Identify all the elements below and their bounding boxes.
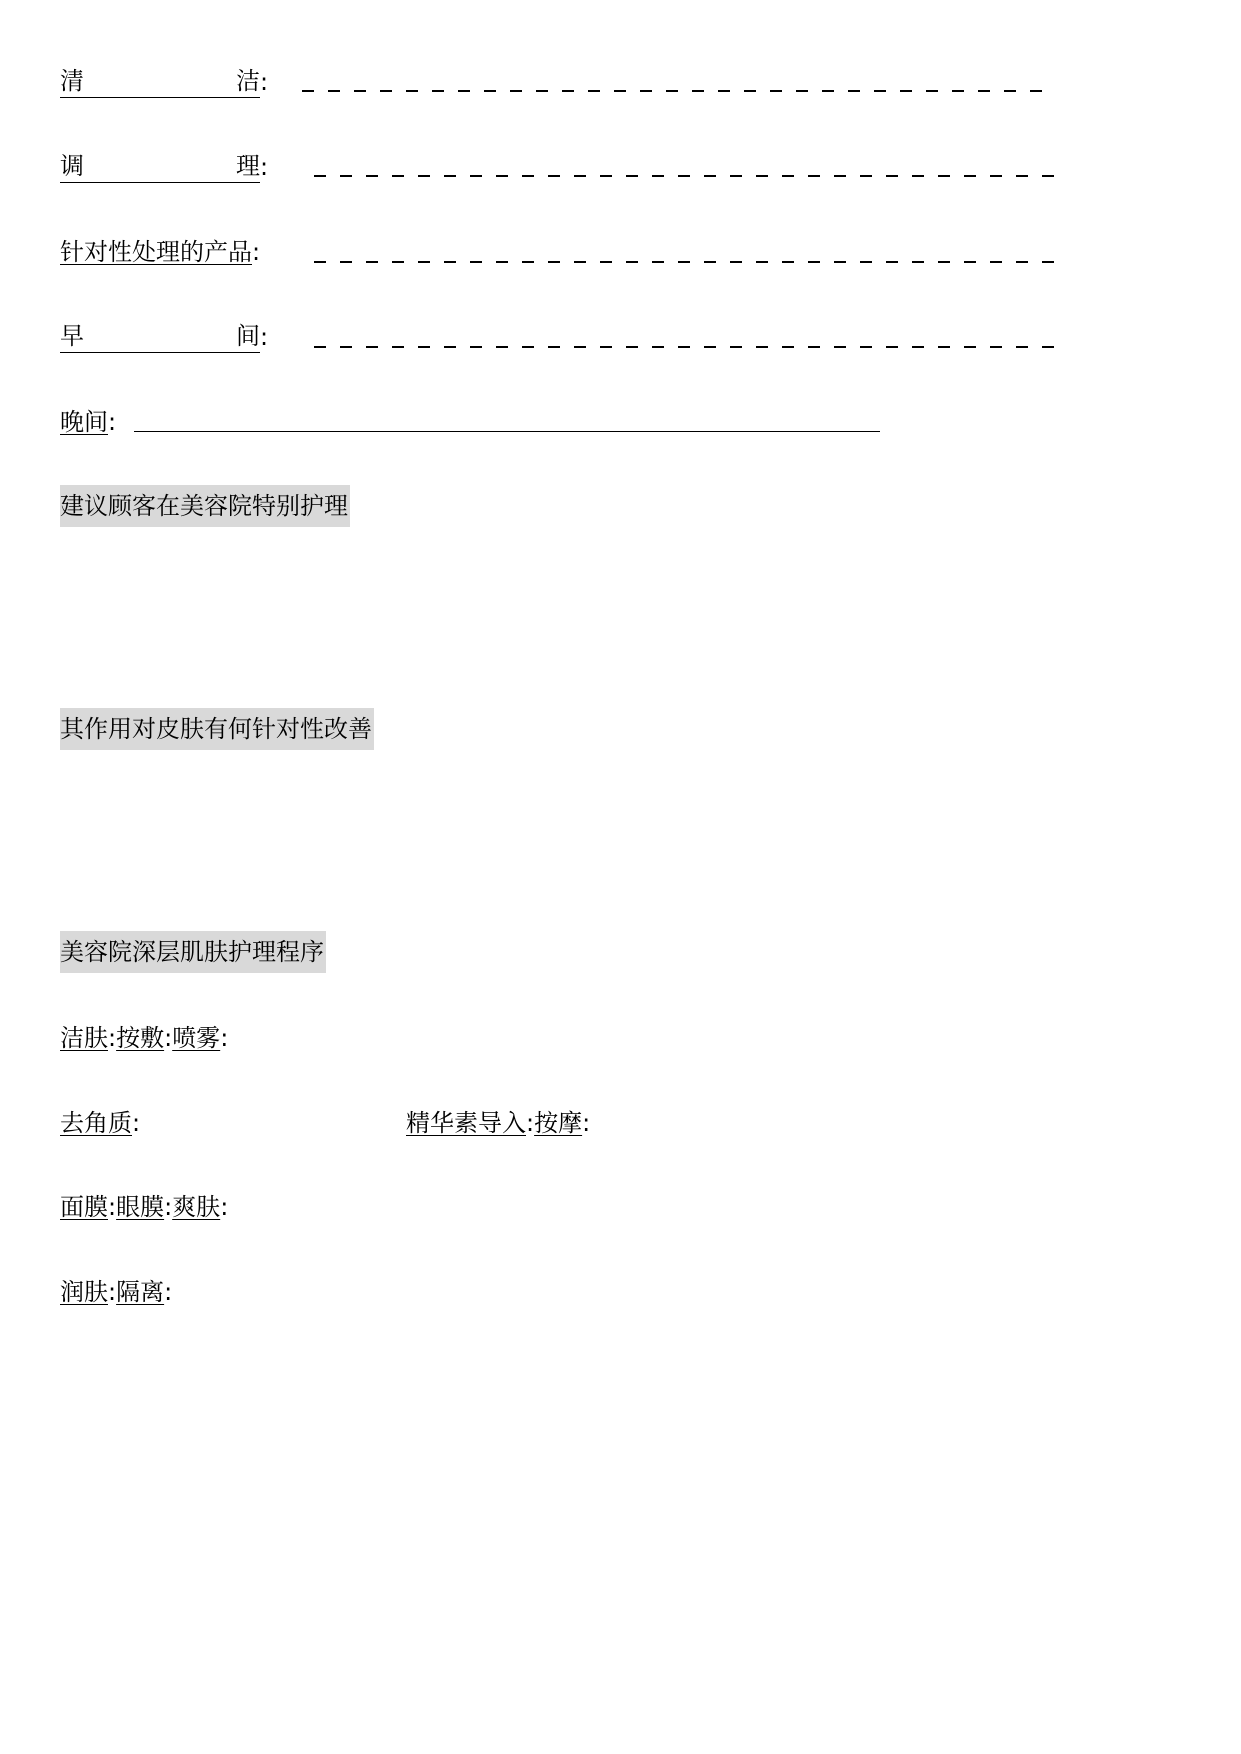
procedure-row-3: 面膜:眼膜:爽肤: [60, 1193, 229, 1221]
procedure-row-4: 润肤:隔离: [60, 1278, 173, 1306]
cleanse-label: 清 洁 [60, 67, 260, 98]
cleansing-step: 洁肤 [60, 1024, 108, 1052]
morning-answer-line[interactable] [314, 346, 1054, 348]
evening-row: 晚间: [60, 408, 117, 436]
tone-row: 调 理 : [60, 152, 269, 181]
procedure-row-2: 去角质: [60, 1109, 141, 1137]
evening-answer-line[interactable] [134, 431, 880, 432]
moisturize-step: 润肤 [60, 1278, 108, 1306]
evening-label: 晚间 [60, 408, 108, 436]
morning-label: 早 间 [60, 322, 260, 353]
primer-step: 隔离 [116, 1278, 165, 1306]
serum-infusion-step: 精华素导入 [406, 1109, 526, 1137]
targeted-row: 针对性处理的产品: [60, 238, 261, 266]
tone-answer-line[interactable] [314, 175, 1054, 177]
tone-label: 调 理 [60, 152, 260, 183]
compress-step: 按敷 [116, 1024, 165, 1052]
face-mask-step: 面膜 [60, 1193, 108, 1221]
cleanse-answer-line[interactable] [302, 90, 1042, 92]
salon-care-heading: 建议顾客在美容院特别护理 [60, 485, 350, 527]
procedure-row-2-right: 精华素导入:按摩: [406, 1109, 591, 1137]
toner-step: 爽肤 [172, 1193, 221, 1221]
procedure-heading: 美容院深层肌肤护理程序 [60, 931, 326, 973]
morning-row: 早 间 : [60, 322, 269, 351]
spray-step: 喷雾 [172, 1024, 221, 1052]
massage-step: 按摩 [534, 1109, 583, 1137]
cleanse-row: 清 洁 : [60, 67, 269, 96]
eye-mask-step: 眼膜 [116, 1193, 165, 1221]
effect-heading: 其作用对皮肤有何针对性改善 [60, 708, 374, 750]
targeted-label: 针对性处理的产品 [60, 238, 252, 266]
procedure-row-1: 洁肤:按敷:喷雾: [60, 1024, 229, 1052]
targeted-answer-line[interactable] [314, 261, 1054, 263]
exfoliate-step: 去角质 [60, 1109, 132, 1137]
